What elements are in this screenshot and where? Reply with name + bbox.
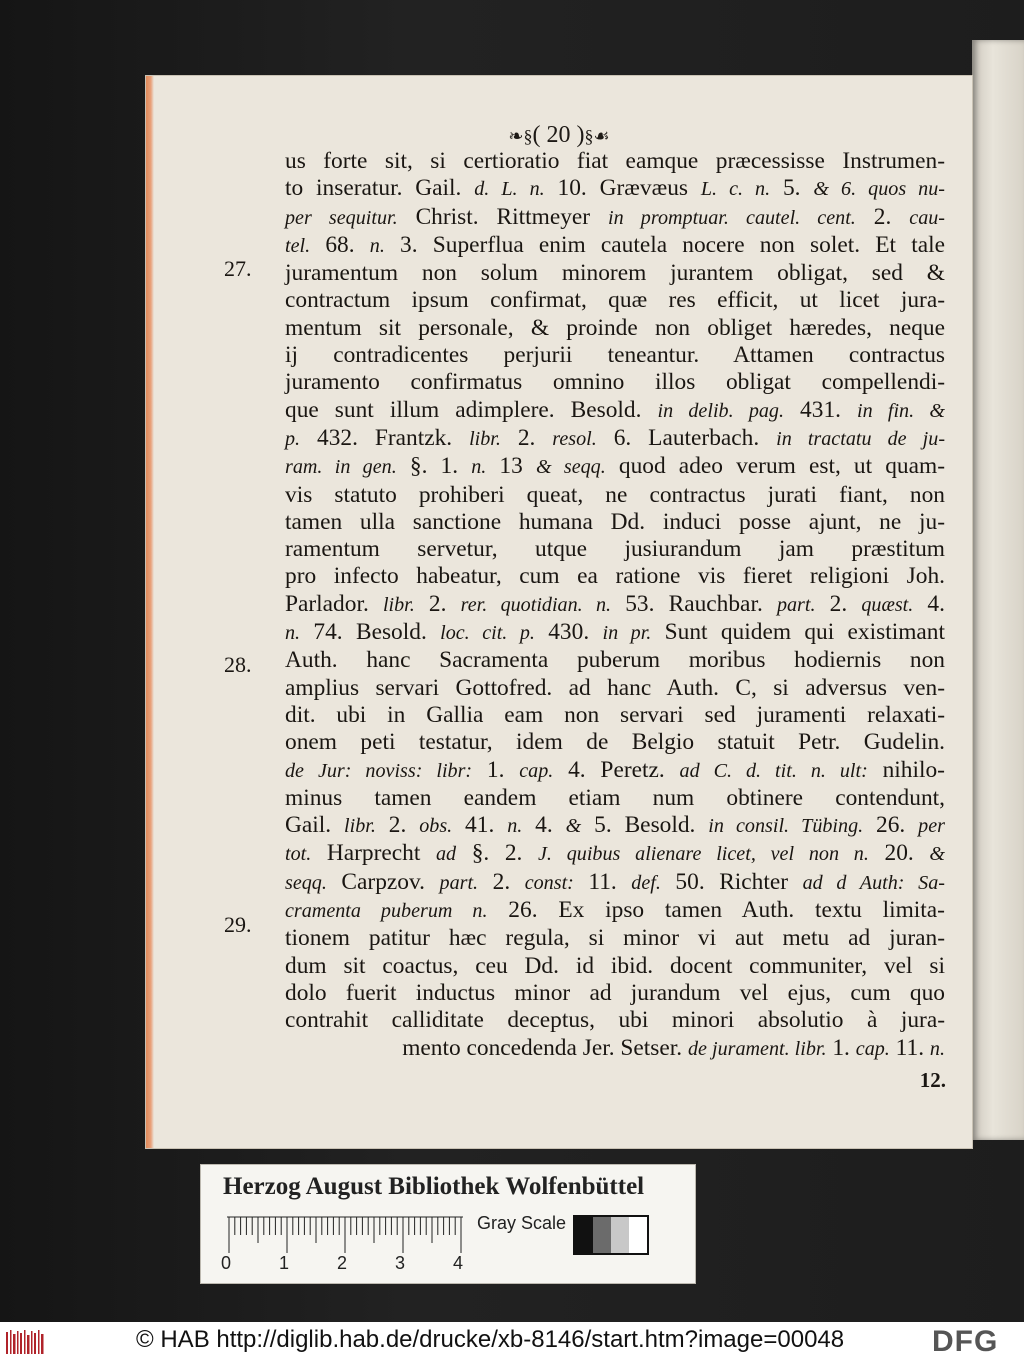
italic-citation: de Jur: noviss: libr: bbox=[285, 759, 473, 782]
text-line bbox=[285, 729, 945, 756]
italic-citation: obs. bbox=[419, 815, 453, 838]
italic-citation: loc. cit. p. bbox=[440, 622, 535, 645]
margin-number-27: 27. bbox=[224, 256, 252, 281]
text-run: §. 1. bbox=[396, 453, 472, 480]
italic-citation: def. bbox=[631, 871, 661, 894]
text-line bbox=[285, 953, 945, 980]
text-line bbox=[285, 397, 945, 425]
text-line bbox=[285, 315, 945, 342]
source-url[interactable]: © HAB http://diglib.hab.de/drucke/xb-8146/start.htm?image=00048 bbox=[136, 1326, 845, 1353]
text-line bbox=[285, 425, 945, 453]
text-run: Carpzov. bbox=[326, 868, 440, 895]
italic-citation: n. bbox=[369, 234, 385, 257]
text-line bbox=[285, 260, 945, 287]
text-run: Christ. Rittmeyer bbox=[397, 203, 609, 230]
italic-citation: & 6. quos nu- bbox=[813, 178, 945, 201]
text-run: dum sit coactus, ceu Dd. id ibid. docent communiter, vel si bbox=[285, 952, 945, 979]
margin-number-29: 29. bbox=[224, 912, 252, 937]
text-line bbox=[285, 812, 945, 840]
text-line bbox=[285, 702, 945, 729]
library-name: Herzog August Bibliothek Wolfenbüttel bbox=[223, 1173, 645, 1200]
text-line bbox=[285, 536, 945, 563]
text-run: Harprecht bbox=[311, 840, 436, 867]
italic-citation: tel. bbox=[285, 234, 311, 257]
text-run: vis statuto prohiberi queat, ne contractus jurati fiant, non bbox=[285, 481, 945, 508]
italic-citation: cap. bbox=[855, 1037, 890, 1060]
text-run: us forte sit, si certioratio fiat eamque præcessisse Instrumen- bbox=[285, 148, 945, 174]
ruler-label-3: 3 bbox=[395, 1253, 406, 1273]
italic-citation: n. bbox=[471, 456, 487, 479]
text-run: 11. bbox=[889, 1034, 930, 1061]
italic-citation: libr. bbox=[382, 593, 415, 616]
text-line bbox=[285, 175, 945, 203]
text-run: tionem patitur hæc regula, si minor vi aut metu ad juran- bbox=[285, 925, 945, 952]
text-run: juramentum non solum minorem jurantem obligat, sed & bbox=[285, 260, 945, 287]
text-line bbox=[285, 591, 945, 619]
gray-swatch bbox=[593, 1217, 611, 1253]
text-run: mentum sit personale, & proinde non obliget hæredes, neque bbox=[285, 314, 945, 341]
italic-citation: per sequitur. bbox=[285, 206, 398, 229]
italic-citation: cap. bbox=[519, 759, 554, 782]
italic-citation: quæst. bbox=[861, 593, 914, 616]
text-run: dolo fuerit inductus minor ad jurandum vel ejus, cum quo bbox=[285, 979, 945, 1006]
text-run: contrahit calliditate deceptus, ubi minori absolutio à jura- bbox=[285, 1007, 945, 1034]
page-header bbox=[146, 122, 972, 149]
text-run: §. 2. bbox=[456, 840, 538, 867]
text-run: to inseratur. Gail. bbox=[285, 175, 475, 202]
ornament-left-icon: ❧§ bbox=[508, 126, 533, 146]
book-page bbox=[146, 76, 972, 1148]
italic-citation: in delib. pag. bbox=[657, 399, 785, 422]
catchword: 12. bbox=[919, 1068, 946, 1092]
text-run: contractum ipsum confirmat, quæ res efficit, ut licet jura- bbox=[285, 287, 945, 314]
hab-barcode-icon bbox=[6, 1328, 46, 1356]
text-run: 4. bbox=[913, 590, 945, 617]
text-line bbox=[285, 840, 945, 868]
text-line bbox=[285, 757, 945, 785]
italic-citation: in promptuar. cautel. cent. bbox=[608, 206, 856, 229]
italic-citation: cau- bbox=[909, 206, 945, 229]
text-run: dit. ubi in Gallia eam non servari sed juramenti relaxati- bbox=[285, 701, 945, 728]
text-run: 2. bbox=[414, 590, 461, 617]
text-line bbox=[285, 925, 945, 952]
text-run: onem peti testatur, idem de Belgio statuit Petr. Gudelin. bbox=[285, 729, 945, 756]
text-run: nihilo- bbox=[867, 756, 945, 783]
text-run: 4. Peretz. bbox=[553, 756, 680, 783]
text-run: juramento confirmatus omnino illos obligat compellendi- bbox=[285, 369, 945, 396]
gray-scale-label: Gray Scale bbox=[477, 1213, 567, 1233]
text-line bbox=[285, 509, 945, 536]
gray-swatch bbox=[611, 1217, 629, 1253]
text-run: 430. bbox=[534, 619, 603, 646]
text-line bbox=[285, 287, 945, 314]
text-run: 13 bbox=[486, 453, 536, 480]
italic-citation: n. bbox=[285, 622, 301, 645]
viewer-footer-bar bbox=[0, 1322, 1024, 1362]
page-number: ( 20 ) bbox=[532, 122, 585, 148]
ruler-label-4: 4 bbox=[453, 1253, 464, 1273]
text-line bbox=[285, 563, 945, 590]
text-run: 5. bbox=[770, 175, 814, 202]
italic-citation: L. c. n. bbox=[700, 178, 771, 201]
text-line bbox=[285, 342, 945, 369]
ornament-right-icon: §☙ bbox=[584, 126, 610, 146]
text-line bbox=[285, 619, 945, 647]
text-run: 2. bbox=[375, 812, 420, 839]
adjacent-page-edge bbox=[972, 40, 1024, 1140]
text-line bbox=[285, 148, 945, 175]
text-run: tamen ulla sanctione humana Dd. induci posse ajunt, ne ju- bbox=[285, 508, 945, 535]
text-run: 6. Lauterbach. bbox=[596, 424, 777, 451]
text-run: Sunt quidem qui existimant bbox=[651, 619, 945, 646]
text-run: Parlador. bbox=[285, 590, 383, 617]
page-text bbox=[285, 148, 945, 1063]
italic-citation: J. quibus alienare licet, vel non n. bbox=[538, 843, 869, 866]
italic-citation: & seqq. bbox=[535, 456, 606, 479]
text-run: 431. bbox=[784, 396, 858, 423]
cm-ruler bbox=[227, 1215, 463, 1255]
italic-citation: n. bbox=[929, 1037, 945, 1060]
text-line bbox=[285, 453, 945, 481]
text-run: 2. bbox=[855, 203, 910, 230]
italic-citation: ad d Auth: Sa- bbox=[802, 871, 945, 894]
text-run: 11. bbox=[573, 868, 632, 895]
text-run: 53. Rauchbar. bbox=[611, 590, 777, 617]
italic-citation: per bbox=[918, 815, 945, 838]
italic-citation: libr. bbox=[469, 427, 501, 450]
gray-swatch bbox=[575, 1217, 593, 1253]
text-run: 5. Besold. bbox=[581, 812, 709, 839]
text-run: 2. bbox=[478, 868, 525, 895]
italic-citation: in consil. Tübing. bbox=[708, 815, 864, 838]
text-run: Auth. hanc Sacramenta puberum moribus hodiernis non bbox=[285, 647, 945, 674]
italic-citation: d. L. n. bbox=[474, 178, 545, 201]
ruler-label-2: 2 bbox=[337, 1253, 348, 1273]
text-run: Gail. bbox=[285, 812, 345, 839]
text-line bbox=[285, 869, 945, 897]
text-run: 74. Besold. bbox=[300, 619, 441, 646]
text-run: pro infecto habeatur, cum ea ratione vis fieret religioni Joh. bbox=[285, 563, 945, 590]
text-line bbox=[285, 482, 945, 509]
italic-citation: ad bbox=[435, 843, 457, 866]
text-line bbox=[285, 1007, 945, 1034]
text-run: que sunt illum adimplere. Besold. bbox=[285, 396, 658, 423]
text-run: mento concedenda Jer. Setser. bbox=[402, 1034, 688, 1061]
text-run: ramentum servetur, utque jusiurandum jam præstitum bbox=[285, 536, 945, 563]
page-edge-stain bbox=[146, 76, 154, 1148]
text-run: 1. bbox=[472, 756, 520, 783]
gray-swatch bbox=[629, 1217, 647, 1253]
italic-citation: in pr. bbox=[602, 622, 652, 645]
text-run: 10. Grævæus bbox=[544, 175, 701, 202]
text-run: 26. Ex ipso tamen Auth. textu limita- bbox=[487, 897, 945, 924]
italic-citation: part. bbox=[439, 871, 479, 894]
text-line bbox=[285, 785, 945, 812]
italic-citation: & bbox=[565, 815, 582, 838]
text-run: ij contradicentes perjurii teneantur. Attamen contractus bbox=[285, 342, 945, 369]
text-line bbox=[285, 232, 945, 260]
text-run: 20. bbox=[868, 840, 930, 867]
text-run: 50. Richter bbox=[660, 868, 803, 895]
italic-citation: in tractatu de ju- bbox=[776, 427, 946, 450]
italic-citation: part. bbox=[776, 593, 816, 616]
text-run: amplius servari Gottofred. ad hanc Auth. C, si adversus ven- bbox=[285, 674, 945, 701]
text-run: minus tamen eandem etiam num obtinere contendunt, bbox=[285, 784, 945, 811]
italic-citation: ram. in gen. bbox=[285, 456, 397, 479]
dfg-logo: DFG bbox=[932, 1325, 999, 1358]
text-run: 3. Superflua enim cautela nocere non solet. Et tale bbox=[384, 231, 945, 258]
text-run: 4. bbox=[522, 812, 566, 839]
italic-citation: libr. bbox=[344, 815, 376, 838]
italic-citation: cramenta puberum n. bbox=[285, 900, 488, 923]
italic-citation: const: bbox=[524, 871, 574, 894]
text-line bbox=[285, 1035, 945, 1063]
library-color-card bbox=[200, 1164, 696, 1284]
text-run: 68. bbox=[310, 231, 370, 258]
text-run: 41. bbox=[452, 812, 508, 839]
italic-citation: ad C. d. tit. n. ult: bbox=[679, 759, 868, 782]
margin-number-28: 28. bbox=[224, 652, 252, 677]
ruler-label-0: 0 bbox=[221, 1253, 232, 1273]
italic-citation: tot. bbox=[285, 843, 312, 866]
ruler-labels bbox=[221, 1253, 471, 1277]
italic-citation: & bbox=[929, 843, 945, 866]
italic-citation: n. bbox=[507, 815, 523, 838]
italic-citation: seqq. bbox=[285, 871, 327, 894]
text-line bbox=[285, 675, 945, 702]
italic-citation: p. bbox=[285, 427, 301, 450]
italic-citation: resol. bbox=[552, 427, 597, 450]
gray-scale-swatch bbox=[573, 1215, 649, 1255]
text-line bbox=[285, 204, 945, 232]
text-line bbox=[285, 647, 945, 674]
text-run: 432. Frantzk. bbox=[300, 424, 470, 451]
text-run: 2. bbox=[815, 590, 862, 617]
ruler-label-1: 1 bbox=[279, 1253, 290, 1273]
text-line bbox=[285, 897, 945, 925]
text-run: 1. bbox=[826, 1034, 856, 1061]
italic-citation: de jurament. libr. bbox=[687, 1037, 827, 1060]
text-line bbox=[285, 980, 945, 1007]
italic-citation: rer. quotidian. n. bbox=[460, 593, 612, 616]
text-run: 2. bbox=[500, 424, 553, 451]
italic-citation: in fin. & bbox=[857, 399, 945, 422]
text-line bbox=[285, 369, 945, 396]
text-run: 26. bbox=[863, 812, 919, 839]
text-run: quod adeo verum est, ut quam- bbox=[605, 453, 945, 480]
